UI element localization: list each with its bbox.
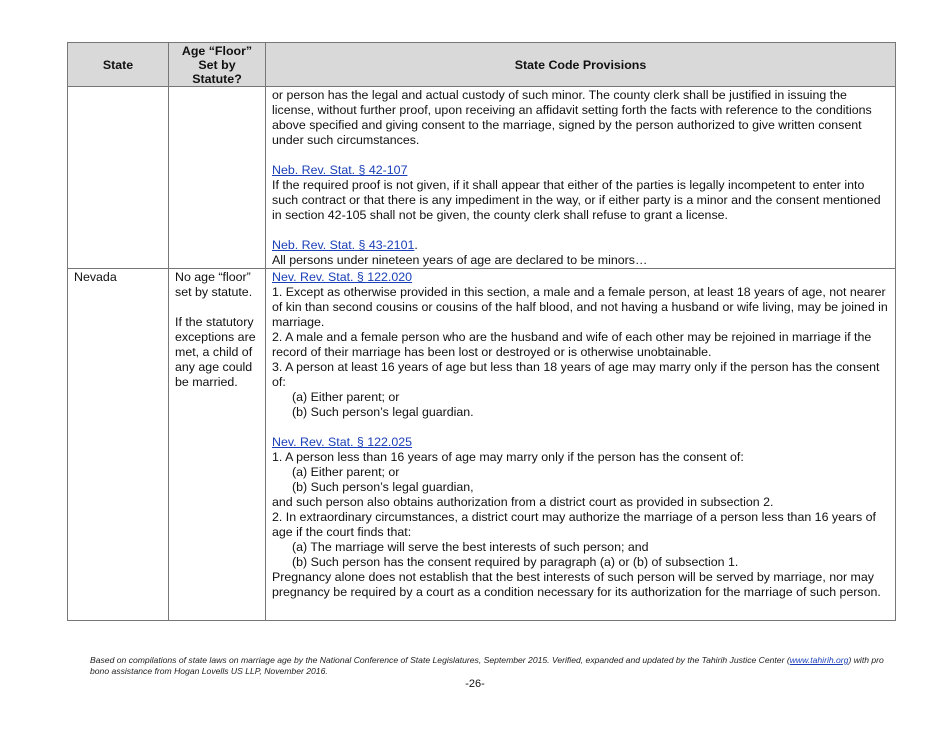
age-floor-cell xyxy=(169,87,266,269)
provision-text: Pregnancy alone does not establish that the best interests of such person will be served by marriage, nor may pregnancy be required by a court as a condition necessary for its authorization for the marriage of such person. xyxy=(272,570,881,599)
statute-link-nev-122-020[interactable]: Nev. Rev. Stat. § 122.020 xyxy=(272,270,413,284)
state-cell: Nevada xyxy=(68,269,169,621)
table-row-nevada xyxy=(68,269,896,621)
age-floor-exception-text: If the statutory exceptions are met, a child of any age could be married. xyxy=(175,315,256,389)
provision-text: 2. In extraordinary circumstances, a district court may authorize the marriage of a person less than 16 years of age if the court finds that: xyxy=(272,510,876,539)
statute-link-neb-42-107[interactable]: Neb. Rev. Stat. § 42-107 xyxy=(272,163,408,177)
footnote-text: Based on compilations of state laws on marriage age by the National Conference of State Legislatures, September 2015. Verified, expanded and updated by the Tahirih Justice Center ( xyxy=(90,655,790,665)
provision-text: 2. A male and a female person who are the husband and wife of each other may be rejoined in marriage if the record of their marriage has been lost or destroyed or is otherwise unobtainable. xyxy=(272,330,872,359)
statute-link-nev-122-025[interactable]: Nev. Rev. Stat. § 122.025 xyxy=(272,435,413,449)
provision-subitem: (b) Such person’s legal guardian. xyxy=(292,405,474,419)
age-floor-text: No age “floor” set by statute. xyxy=(175,270,253,299)
provision-subitem: (b) Such person has the consent required by paragraph (a) or (b) of subsection 1. xyxy=(292,555,739,569)
continued-provision-text: or person has the legal and actual custody of such minor. The county clerk shall be justified in issuing the license, without further proof, upon receiving an affidavit setting forth the facts with reference to the conditions above specified and giving consent to the marriage, signed by the person authorized to give written consent under such circumstances. xyxy=(272,88,872,147)
provision-text: 1. A person less than 16 years of age may marry only if the person has the consent of: xyxy=(272,450,744,464)
provision-subitem: (a) Either parent; or xyxy=(292,390,400,404)
age-floor-cell xyxy=(169,269,266,621)
header-state: State xyxy=(68,43,169,87)
provisions-cell xyxy=(266,87,896,269)
state-code-table xyxy=(67,42,896,621)
page-number: -26- xyxy=(465,678,485,690)
state-cell xyxy=(68,87,169,269)
statute-link-neb-43-2101[interactable]: Neb. Rev. Stat. § 43-2101 xyxy=(272,238,415,252)
provision-subitem: (a) Either parent; or xyxy=(292,465,400,479)
provision-text: 1. Except as otherwise provided in this section, a male and a female person, at least 18 years of age, not nearer of kin than second cousins or cousins of the half blood, and not having a husband or wife living, may be joined in marriage. xyxy=(272,285,888,329)
provision-text: If the required proof is not given, if it shall appear that either of the parties is legally incompetent to enter into such contract or that there is any impediment in the way, or if either party is a minor and the consent mentioned in section 42-105 shall not be given, the county clerk shall refuse to grant a license. xyxy=(272,178,881,222)
provision-subitem: (b) Such person’s legal guardian, xyxy=(292,480,474,494)
provision-text: 3. A person at least 16 years of age but less than 18 years of age may marry only if the person has the consent of: xyxy=(272,360,880,389)
table-header-row xyxy=(68,43,896,87)
footnote-text: ) with pro bono assistance from Hogan Lovells US LLP, November 2016. xyxy=(90,655,884,676)
header-age-floor: Age “Floor” Set by Statute? xyxy=(169,43,266,87)
provision-text: and such person also obtains authorization from a district court as provided in subsection 2. xyxy=(272,495,774,509)
table-row-nebraska-continued xyxy=(68,87,896,269)
tahirih-website-link[interactable]: www.tahirih.org xyxy=(789,655,849,665)
provisions-cell xyxy=(266,269,896,621)
provision-subitem: (a) The marriage will serve the best interests of such person; and xyxy=(292,540,649,554)
link-suffix: . xyxy=(414,238,418,252)
header-state-code-provisions: State Code Provisions xyxy=(266,43,896,87)
provision-text: All persons under nineteen years of age are declared to be minors… xyxy=(272,253,648,267)
source-footnote xyxy=(90,655,890,677)
